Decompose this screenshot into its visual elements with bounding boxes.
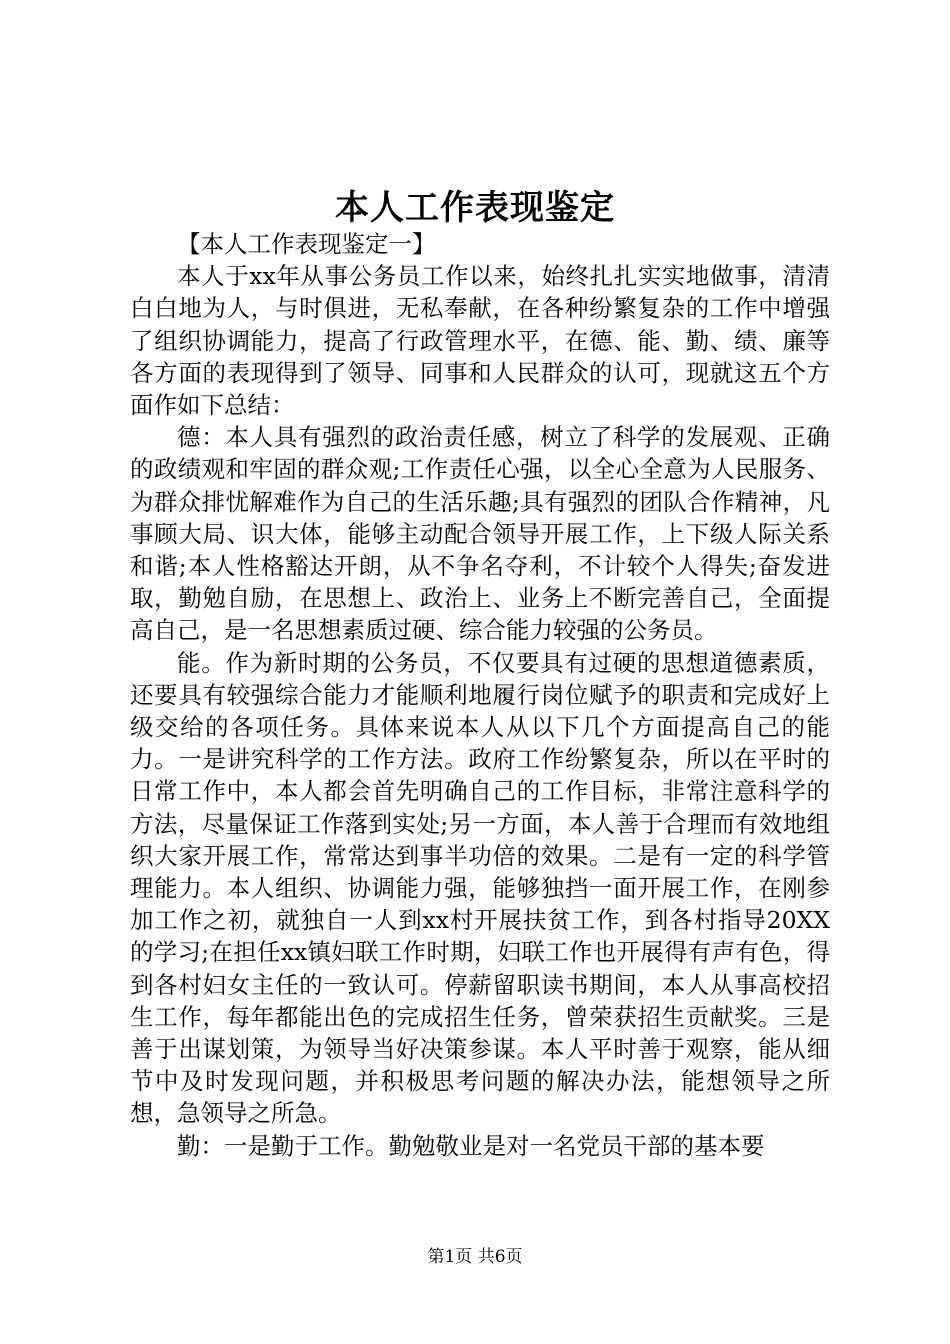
document-title: 本人工作表现鉴定 <box>335 188 615 228</box>
paragraph-de: 德：本人具有强烈的政治责任感，树立了科学的发展观、正确的政绩观和牢固的群众观;工作责任心强，以全心全意为人民服务、为群众排忧解难作为自己的生活乐趣;具有强烈的团队合作精神，凡事顾大局、识大体，能够主动配合领导开展工作，上下级人际关系和谐;本人性格豁达开朗，从不争名夺利，不计较个人得失;奋发进取，勤勉自励，在思想上、政治上、业务上不断完善自己，全面提高自己，是一名思想素质过硬、综合能力较强的公务员。 <box>130 423 830 645</box>
section-heading: 【本人工作表现鉴定一】 <box>177 230 436 258</box>
paragraph-qin: 勤：一是勤于工作。勤勉敬业是对一名党员干部的基本要 <box>177 1131 765 1160</box>
page-footer: 第1页 共6页 <box>427 1247 523 1267</box>
document-body <box>130 228 830 1162</box>
paragraph-neng: 能。作为新时期的公务员，不仅要具有过硬的思想道德素质，还要具有较强综合能力才能顺利地履行岗位赋予的职责和完成好上级交给的各项任务。具体来说本人从以下几个方面提高自己的能力。一是讲究科学的工作方法。政府工作纷繁复杂，所以在平时的日常工作中，本人都会首先明确自己的工作目标，非常注意科学的方法，尽量保证工作落到实处;另一方面，本人善于合理而有效地组织大家开展工作，常常达到事半功倍的效果。二是有一定的科学管理能力。本人组织、协调能力强，能够独挡一面开展工作，在刚参加工作之初，就独自一人到xx村开展扶贫工作，到各村指导20XX的学习;在担任xx镇妇联工作时期，妇联工作也开展得有声有色，得到各村妇女主任的一致认可。停薪留职读书期间，本人从事高校招生工作，每年都能出色的完成招生任务，曾荣获招生贡献奖。三是善于出谋划策，为领导当好决策参谋。本人平时善于观察，能从细节中及时发现问题，并积极思考问题的解决办法，能想领导之所想，急领导之所急。 <box>130 648 830 1128</box>
paragraph-intro: 本人于xx年从事公务员工作以来，始终扎扎实实地做事，清清白白地为人，与时俱进，无私奉献，在各种纷繁复杂的工作中增强了组织协调能力，提高了行政管理水平，在德、能、勤、绩、廉等各方面的表现得到了领导、同事和人民群众的认可，现就这五个方面作如下总结： <box>130 262 830 420</box>
